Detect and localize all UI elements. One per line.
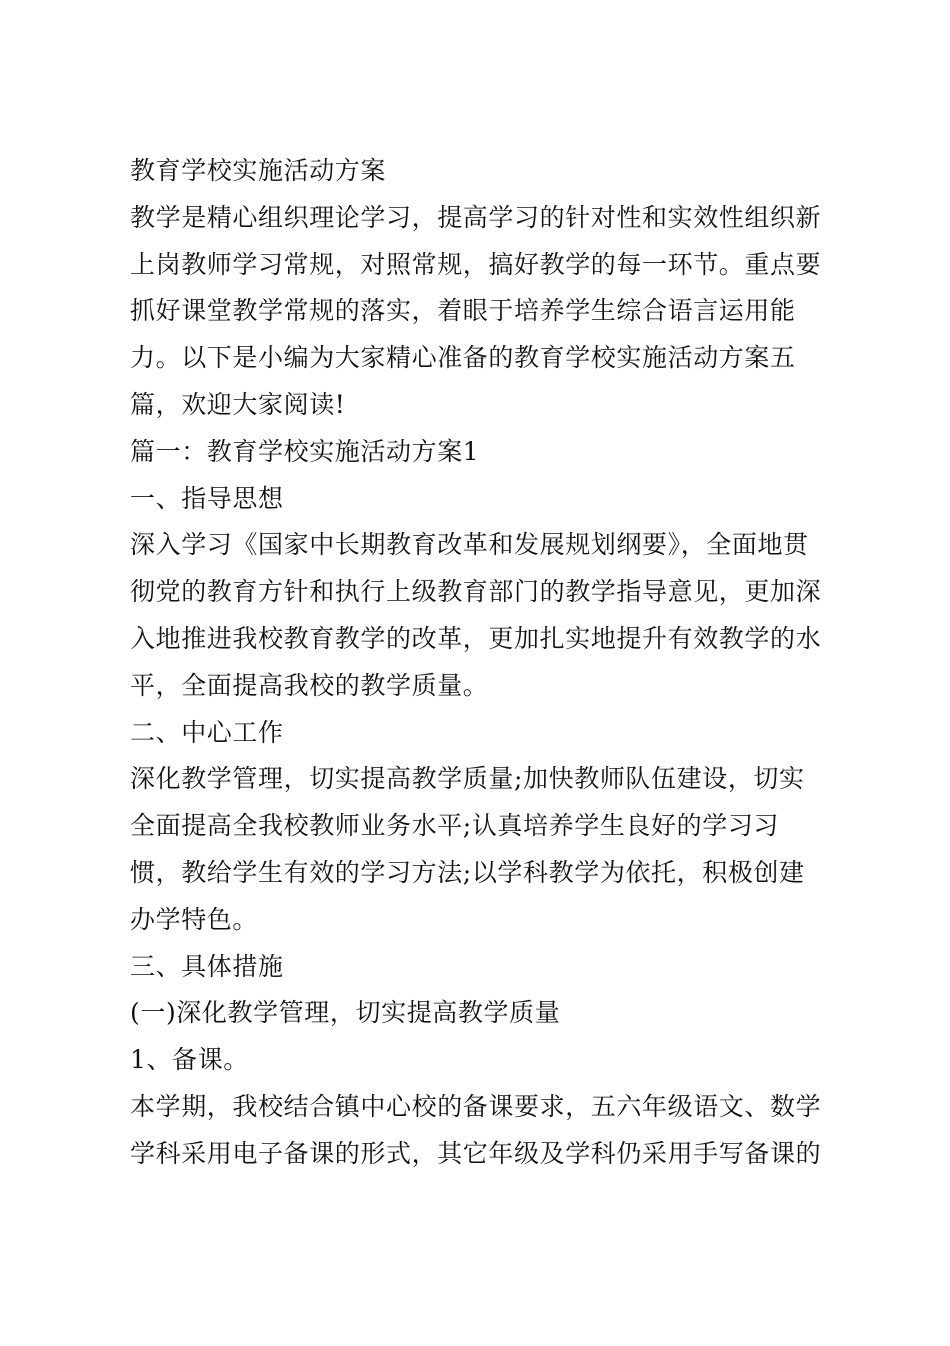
intro-line: 教学是精心组织理论学习，提高学习的针对性和实效性组织新: [130, 202, 822, 232]
intro-line: 上岗教师学习常规，对照常规，搞好教学的每一环节。重点要: [130, 249, 822, 279]
section-heading-specific-measures: 三、具体措施: [130, 951, 284, 981]
paragraph-line: 平，全面提高我校的教学质量。: [130, 670, 489, 700]
section-heading-guiding-ideology: 一、指导思想: [130, 483, 284, 513]
intro-line: 篇，欢迎大家阅读!: [130, 389, 346, 419]
paragraph-line: 深入学习《国家中长期教育改革和发展规划纲要》，全面地贯: [130, 530, 809, 560]
document-title: 教育学校实施活动方案: [130, 156, 387, 185]
paragraph-line: 彻党的教育方针和执行上级教育部门的教学指导意见，更加深: [130, 577, 822, 607]
paragraph-line: 全面提高全我校教师业务水平;认真培养学生良好的学习习: [130, 811, 780, 841]
intro-line: 抓好课堂教学常规的落实，着眼于培养学生综合语言运用能: [130, 296, 796, 326]
section-heading-central-work: 二、中心工作: [130, 717, 284, 747]
paragraph-line: 入地推进我校教育教学的改革，更加扎实地提升有效教学的水: [130, 623, 822, 653]
subsection-heading: (一)深化教学管理，切实提高教学质量: [130, 998, 561, 1028]
item-heading: 1、备课。: [130, 1045, 249, 1075]
paragraph-line: 学科采用电子备课的形式，其它年级及学科仍采用手写备课的: [130, 1138, 822, 1168]
paragraph-line: 深化教学管理，切实提高教学质量;加快教师队伍建设，切实: [130, 764, 805, 794]
intro-line: 力。以下是小编为大家精心准备的教育学校实施活动方案五: [130, 343, 796, 373]
paragraph-line: 办学特色。: [130, 904, 259, 934]
chapter-heading: 篇一：教育学校实施活动方案1: [130, 436, 480, 466]
paragraph-line: 惯，教给学生有效的学习方法;以学科教学为依托，积极创建: [130, 857, 805, 887]
paragraph-line: 本学期，我校结合镇中心校的备课要求，五六年级语文、数学: [130, 1091, 822, 1121]
document-body: [130, 148, 822, 1178]
